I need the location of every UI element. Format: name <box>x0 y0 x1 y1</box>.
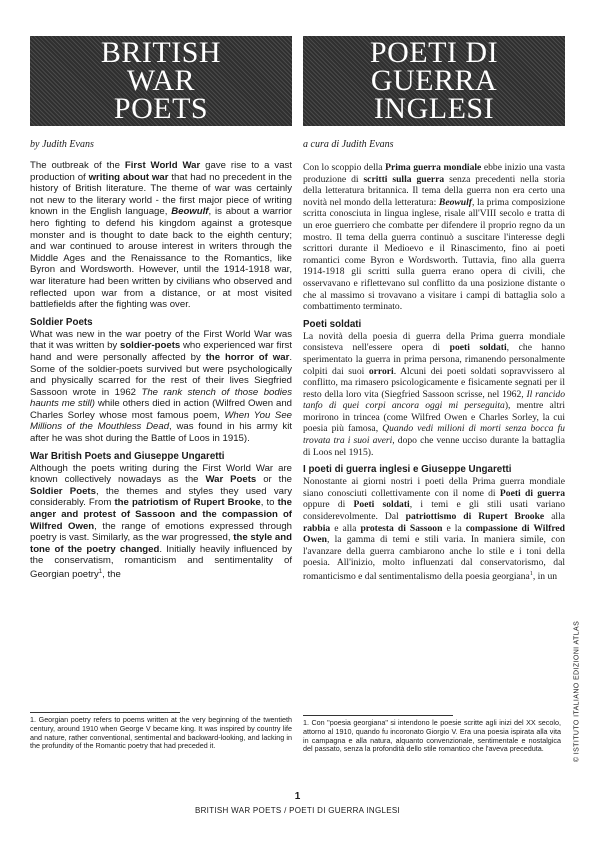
english-column <box>30 160 292 581</box>
italian-intro-paragraph: Con lo scoppio della Prima guerra mondiale ebbe inizio una vasta produzione di scritti sulla guerra senza precedenti nella storia della letteratura britannica. Il tema della guerra non era certo una novità nel mondo della letteratura: Beowulf, la prima composizione scritta conosciuta in lingua inglese, risale all'VIII secolo e tratta di un eroe guerriero che combatte per difendere il proprio regno da un mostro. Il tema della guerra continuò a suscitare l'interesse degli scrittori durante il Medioevo e il Rinascimento, fino ai poeti romantici come Byron e Wordsworth. Tuttavia, fino alla guerra 1914-1918 gli scritti sulla guerra erano opera di civili, che osservavano e riflettevano sul conflitto da una posizione distante o che al massimo si trovavano a visitare i campi di battaglia solo a combattimento terminato. <box>303 162 566 313</box>
english-title: BRITISH WAR POETS <box>100 36 222 125</box>
english-footnote-rule <box>30 712 180 713</box>
english-soldier-poets-paragraph: What was new in the war poetry of the First World War was that it was written by soldier-poets who experienced war first hand and were personally affected by the horror of war. Some of the soldier-poets survived but were psychologically and physically scarred for the rest of their lives Siegfried Sassoon wrote in 1962 The rank stench of those bodies haunts me still) while others died in action (Wilfred Owen and Charles Sorley whose most famous poem, When You See Millions of the Mouthless Dead, was found in his army kit after he was shot during the Battle of Loos in 1915). <box>30 328 293 445</box>
publisher-credit <box>570 610 580 780</box>
italian-byline: a cura di Judith Evans <box>303 139 394 150</box>
italian-poeti-guerra-paragraph: Nonostante ai giorni nostri i poeti della Prima guerra mondiale siano conosciuti collettivamente con il nome di Poeti di guerra oppure di Poeti soldati, i temi e gli stili usati variano considerevolmente. Dal patriottismo di Rupert Brooke alla rabbia e alla protesta di Sassoon e la compassione di Wilfred Owen, la gamma di temi e stili varia. In maniera simile, con l'avanzare della guerra cambiarono anche lo stile e i toni della poesia. All'inizio, molto influenzati dal conservatorismo, dal romanticismo e dal sentimentalismo della poesia georgiana$^1$, in un <box>303 476 565 583</box>
page-number: 1 <box>294 791 301 802</box>
english-byline: by Judith Evans <box>30 139 94 150</box>
italian-footnote-rule <box>303 715 453 716</box>
publisher-credit-text: © ISTITUTO ITALIANO EDIZIONI ATLAS <box>573 620 581 763</box>
english-war-poets-paragraph: Although the poets writing during the First World War are known collectively nowadays as the War Poets or the Soldier Poets, the themes and styles they used vary considerably. From the patriotism of Rupert Brooke, to the anger and protest of Sassoon and the compassion of Wilfred Owen, the range of emotions expressed through poetry is vast. Similarly, as the war progressed, the style and tone of the poetry changed. Initially heavily influenced by the conservatism, romanticism and sentimentality of Georgian poetry$^1$, the <box>30 462 293 581</box>
english-footnote: 1. Georgian poetry refers to poems written at the very beginning of the twentieth century, around 1910 when George V became king. It was inspired by country life and nature, rather conventional, sentimental and backward-looking, and lacking in the profundity of the Romantic poetry that had preceded it. <box>30 715 292 751</box>
running-footer: BRITISH WAR POETS / POETI DI GUERRA INGLESI <box>194 806 401 815</box>
italian-heading-poeti-soldati: Poeti soldati <box>303 318 362 330</box>
italian-title: POETI DI GUERRA INGLESI <box>369 36 499 125</box>
english-intro-paragraph: The outbreak of the First World War gave rise to a vast production of writing about war that had no precedent in the history of British literature. The theme of war was certainly not new to the literary world - the first major piece of writing known in the English language, Beowulf, is about a warrior hero fighting to defend his kingdom against a grotesque monster and is thought to date back to the eighth century; and war continued to arouse interest in writers through the Middle Ages and the Renaissance to the Romantics, like Byron and Wordsworth. However, until the 1914-1918 war, war literature had been written by civilians who observed and reflected upon war from a distance, or at most visited battlefields after the fighting was over. <box>30 160 292 311</box>
italian-heading-poeti-ungaretti: I poeti di guerra inglesi e Giuseppe Ungaretti <box>303 464 512 476</box>
italian-footnote: 1. Con "poesia georgiana" si intendono le poesie scritte agli inizi del XX secolo, attorno al 1910, quando fu incoronato Giorgio V. Era una poesia ispirata alla vita in campagna e alla natura, alquanto convenzionale, sentimentale e nostalgica del passato, senza la profondità dello stile romantico che l'aveva preceduta. <box>303 718 561 754</box>
italian-column <box>303 162 565 583</box>
italian-poeti-soldati-paragraph: La novità della poesia di guerra della Prima guerra mondiale consisteva nell'essere opera di poeti soldati, che hanno sperimentato la guerra in prima persona, rimanendo personalmente colpiti dai suoi orrori. Alcuni dei poeti soldati sopravvissero al conflitto, ma rimasero psicologicamente e fisicamente segnati per il resto della loro vita (Siegfried Sassoon scrisse, nel 1962, Il rancido tanfo di quei corpi ancora oggi mi perseguita), mentre altri morirono in trincea (come Wilfred Owen e Charles Sorley, la cui poesia più famosa, Quando vedi milioni di morti senza bocca fu trovata tra i suoi averi, dopo che venne ucciso durante la battaglia di Loos nel 1915). <box>303 330 565 458</box>
english-title-banner <box>30 36 292 126</box>
english-heading-soldier-poets: Soldier Poets <box>30 316 93 328</box>
english-heading-war-poets-ungaretti: War British Poets and Giuseppe Ungaretti <box>30 450 225 462</box>
italian-title-banner <box>303 36 565 126</box>
